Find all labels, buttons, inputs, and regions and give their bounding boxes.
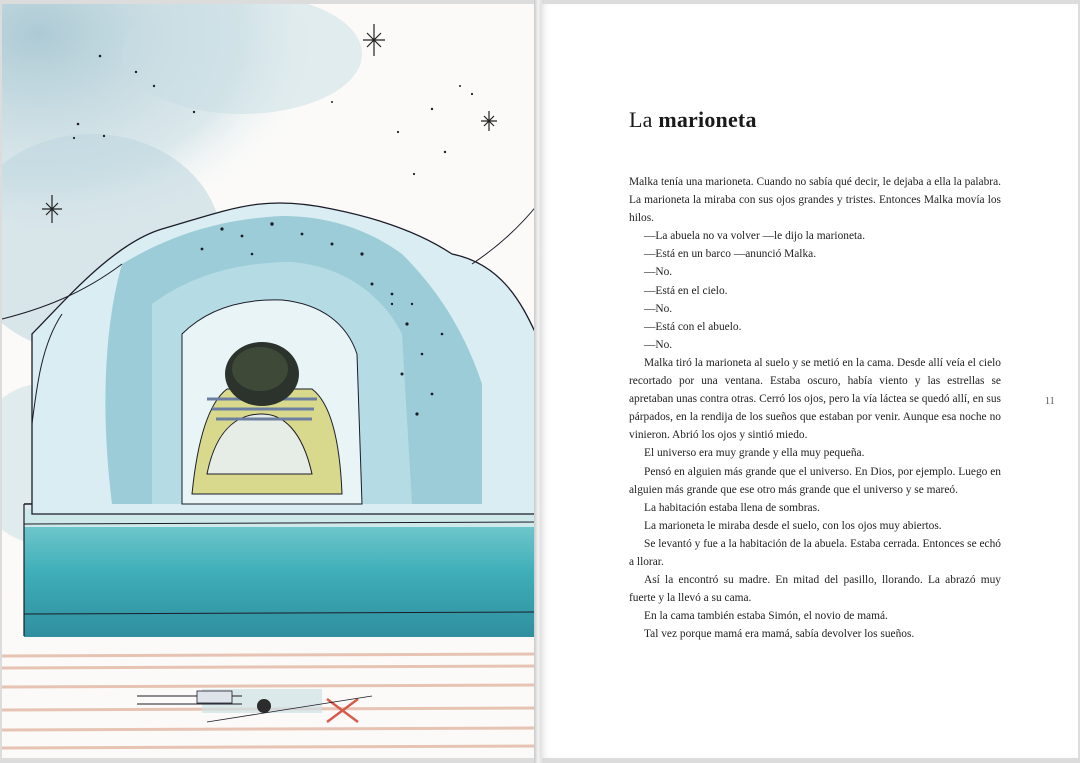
story-paragraph: —Está en el cielo. bbox=[644, 284, 728, 297]
illustration-page bbox=[2, 4, 538, 758]
story-paragraph: —No. bbox=[644, 338, 673, 351]
chapter-title bbox=[629, 107, 757, 133]
text-page bbox=[540, 4, 1078, 758]
girl-under-blanket-illustration bbox=[2, 4, 538, 758]
story-paragraph: Malka tenía una marioneta. Cuando no sabía qué decir, le dejaba a ella la palabra. La marioneta la miraba con sus ojos grandes y tristes. Entonces Malka movía los hilos. bbox=[629, 176, 1001, 225]
story-paragraph: La habitación estaba llena de sombras. bbox=[644, 501, 820, 514]
story-paragraph: —Está con el abuelo. bbox=[644, 320, 742, 333]
story-paragraph: El universo era muy grande y ella muy pequeña. bbox=[644, 447, 865, 460]
story-paragraph: En la cama también estaba Simón, el novio de mamá. bbox=[644, 610, 888, 623]
marionette-on-floor bbox=[137, 689, 372, 722]
story-paragraph: Malka tiró la marioneta al suelo y se metió en la cama. Desde allí veía el cielo recortado por una ventana. Estaba oscuro, había viento y las estrellas se apretaban unas contra otras. Cerró los ojos, pero la vía láctea se quedó allí, en sus párpados, en la rendija de los sueños que estaban por venir. Aunque esa noche no vinieron. Abrió los ojos y sintió miedo. bbox=[629, 356, 1001, 442]
story-text bbox=[629, 173, 1001, 643]
story-paragraph: —Está en un barco —anunció Malka. bbox=[644, 248, 817, 261]
chapter-title-prefix: La bbox=[629, 107, 653, 132]
chapter-title-emphasis: marioneta bbox=[658, 107, 757, 132]
bed-mattress bbox=[24, 500, 536, 637]
story-paragraph: Así la encontró su madre. En mitad del pasillo, llorando. La abrazó muy fuerte y la llevó a su cama. bbox=[629, 574, 1001, 605]
story-paragraph: Tal vez porque mamá era mamá, sabía devolver los sueños. bbox=[644, 628, 915, 641]
story-paragraph: —No. bbox=[644, 302, 673, 315]
story-paragraph: La marioneta le miraba desde el suelo, con los ojos muy abiertos. bbox=[644, 519, 942, 532]
story-paragraph: —La abuela no va volver —le dijo la marioneta. bbox=[644, 230, 866, 243]
story-paragraph: —No. bbox=[644, 266, 673, 279]
story-paragraph: Se levantó y fue a la habitación de la abuela. Estaba cerrada. Entonces se echó a llorar. bbox=[629, 537, 1001, 568]
story-paragraph: Pensó en alguien más grande que el universo. En Dios, por ejemplo. Luego en alguien más grande que ese otro más grande que el universo y se mareó. bbox=[629, 465, 1001, 496]
page-number: 11 bbox=[1045, 396, 1055, 407]
